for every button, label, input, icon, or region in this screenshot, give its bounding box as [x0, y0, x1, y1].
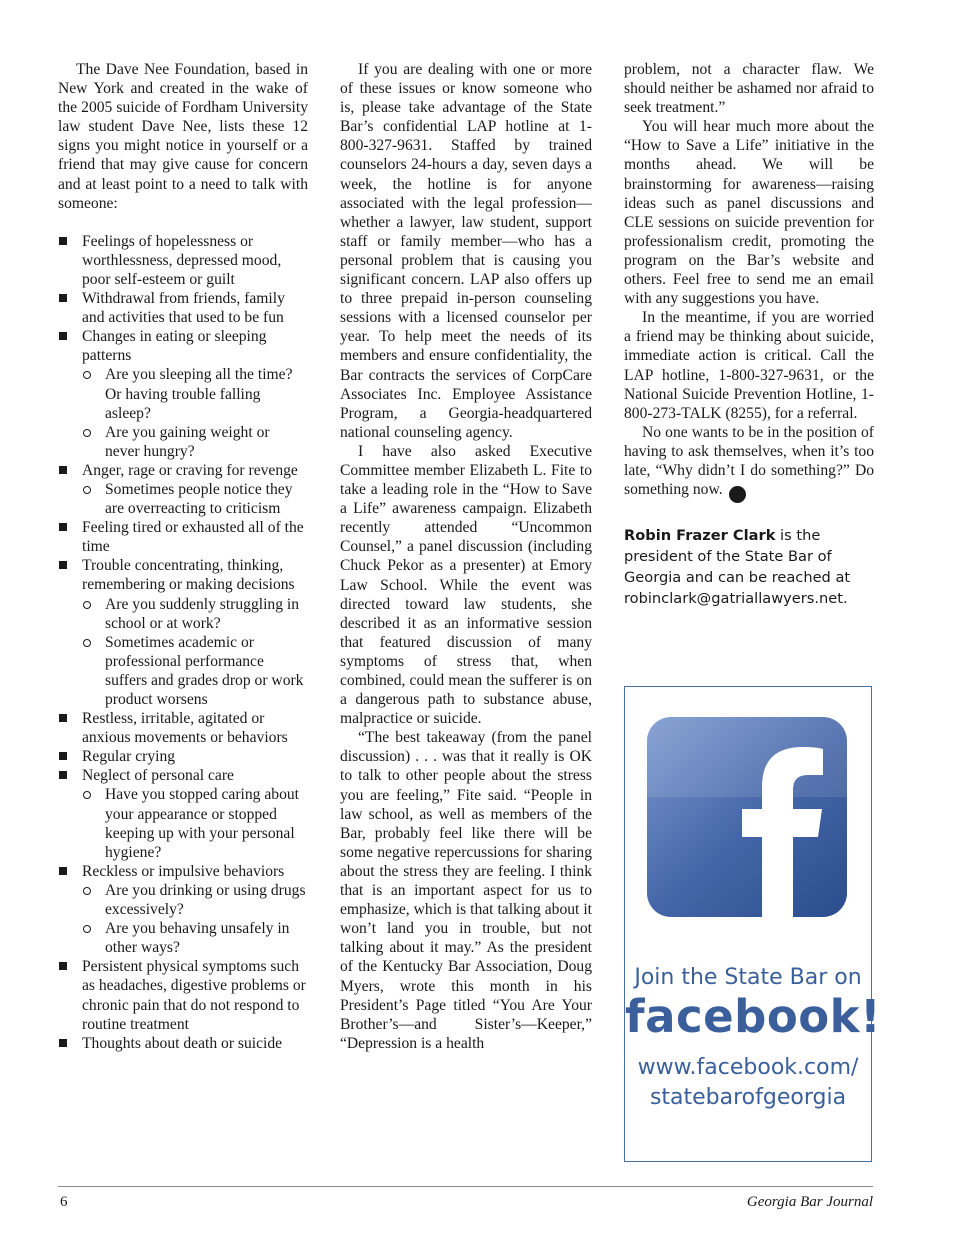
- author-name: Robin Frazer Clark: [624, 527, 776, 545]
- body-paragraph: You will hear much more about the “How to Save a Life” initiative in the months ahead. We will be brainstorming for awareness—raising ideas such as panel discussions and CLE sessions on suicide prevention for professionalism credit, promoting the program on the Bar’s website and others. Feel free to send me an email with any suggestions you have.: [624, 118, 874, 308]
- square-bullet-icon: [59, 561, 67, 569]
- closing-paragraph: [624, 423, 874, 503]
- warning-sign-item: [58, 232, 308, 289]
- warning-sign-text: Reckless or impulsive behaviors: [82, 862, 285, 880]
- closing-text: No one wants to be in the position of having to ask themselves, when it’s too late, “Why didn’t I do something?” Do something now.: [624, 423, 874, 499]
- sub-question-text: Are you sleeping all the time? Or having trouble falling asleep?: [105, 366, 293, 422]
- warning-sign-text: Changes in eating or sleeping patterns: [82, 328, 267, 365]
- warning-sign-text: Persistent physical symptoms such as headaches, digestive problems or chronic pain that do not respond to routine treatment: [82, 958, 306, 1033]
- circle-bullet-icon: [83, 486, 91, 494]
- warning-sign-text: Anger, rage or craving for revenge: [82, 461, 298, 479]
- body-paragraph: If you are dealing with one or more of these issues or know someone who is, please take advantage of the State Bar’s confidential LAP hotline at 1-800-327-9631. Staffed by trained counselors 24-hours a day, seven days a week, the hotline is for anyone associated with the legal profession—whether a lawyer, law student, support staff or family member—who has a personal problem that is causing you significant concern. LAP also offers up to three prepaid in-person counseling sessions with a licensed counselor per year. To help meet the needs of its members and ensure confidentiality, the Bar contracts the services of CorpCare Associates Inc. Employee Assistance Program, a Georgia-headquartered national counseling agency.: [340, 61, 592, 441]
- warning-sign-text: Feeling tired or exhausted all of the time: [82, 519, 304, 556]
- sub-question-text: Are you behaving unsafely in other ways?: [105, 920, 290, 957]
- sub-question-list: [82, 785, 308, 861]
- square-bullet-icon: [59, 752, 67, 760]
- warning-sign-text: Neglect of personal care: [82, 767, 234, 785]
- author-bio-text: is the president of the State Bar of Georgia and can be reached at robinclark@gatriallawyers.net.: [624, 527, 851, 608]
- page-number: 6: [60, 1194, 68, 1210]
- sub-question-text: Are you gaining weight or never hungry?: [105, 423, 270, 460]
- sub-question-text: Are you drinking or using drugs excessively?: [105, 881, 306, 919]
- warning-sign-item: [58, 766, 308, 861]
- sub-question-item: [82, 919, 308, 957]
- column-2: [340, 60, 592, 1053]
- warning-sign-item: [58, 747, 308, 766]
- warning-sign-item: [58, 518, 308, 556]
- square-bullet-icon: [59, 867, 67, 875]
- sub-question-list: [82, 365, 308, 460]
- sub-question-item: [82, 595, 308, 633]
- circle-bullet-icon: [83, 639, 91, 647]
- square-bullet-icon: [59, 294, 67, 302]
- warning-sign-item: [58, 1034, 308, 1053]
- sub-question-item: [82, 633, 308, 709]
- warning-sign-item: [58, 862, 308, 957]
- ad-headline: Join the State Bar on: [634, 965, 862, 990]
- square-bullet-icon: [59, 523, 67, 531]
- warning-sign-item: [58, 556, 308, 709]
- facebook-logo-icon: [647, 717, 847, 917]
- warning-sign-item: [58, 709, 308, 747]
- author-bio: [624, 525, 874, 609]
- body-paragraph: In the meantime, if you are worried a friend may be thinking about suicide, immediate action is critical. Call the LAP hotline, 1-800-327-9631, or the National Suicide Prevention Hotline, 1-800-273-TALK (8255), for a referral.: [624, 309, 874, 422]
- warning-sign-text: Regular crying: [82, 748, 176, 766]
- sub-question-item: [82, 423, 308, 461]
- sub-question-list: [82, 881, 308, 957]
- square-bullet-icon: [59, 332, 67, 340]
- facebook-ad[interactable]: [624, 686, 882, 1162]
- column-3: [624, 60, 874, 609]
- body-paragraph: I have also asked Executive Committee member Elizabeth L. Fite to take a leading role in the “How to Save a Life” awareness campaign. Elizabeth recently attended “Uncommon Counsel,” a panel discussion (including Chuck Pekor as a presenter) at Emory Law School. While the event was directed toward law students, she described it as an informative session that featured discussion of many symptoms of stress that, when combined, could mean the sufferer is on a dangerous path to substance abuse, malpractice or suicide.: [340, 442, 592, 728]
- circle-bullet-icon: [83, 601, 91, 609]
- circle-bullet-icon: [83, 371, 91, 379]
- sub-question-text: Sometimes people notice they are overreacting to criticism: [105, 480, 293, 518]
- body-paragraph: “The best takeaway (from the panel discussion) . . . was that it really is OK to talk to other people about the stress you are feeling,” Fite said. “People in law school, as well as members of the Bar, probably feel like there will be some negative repercussions for sharing about the stress they are feeling. I think that is an important aspect for us to emphasize, which is that talking about it won’t land you in trouble, but not talking about it may.” As the president of the Kentucky Bar Association, Doug Myers, wrote this month in his President’s Page titled “You Are Your Brother’s—and Sister’s—Keeper,” “Depression is a health: [340, 729, 592, 1052]
- circle-bullet-icon: [83, 791, 91, 799]
- intro-paragraph: The Dave Nee Foundation, based in New York and created in the wake of the 2005 suicide of Fordham University law student Dave Nee, lists these 12 signs you might notice in yourself or a friend that may give cause for concern and at least point to a need to talk with someone:: [58, 61, 308, 212]
- circle-bullet-icon: [83, 887, 91, 895]
- square-bullet-icon: [59, 771, 67, 779]
- square-bullet-icon: [59, 1039, 67, 1047]
- warning-signs-list: [58, 232, 308, 1053]
- ad-url[interactable]: www.facebook.com/: [637, 1055, 859, 1080]
- warning-sign-text: Thoughts about death or suicide: [82, 1034, 283, 1052]
- square-bullet-icon: [59, 962, 67, 970]
- circle-bullet-icon: [83, 429, 91, 437]
- ad-facebook-wordmark: facebook!: [625, 990, 882, 1043]
- footer-divider: [58, 1186, 873, 1187]
- sub-question-item: [82, 480, 308, 518]
- warning-sign-item: [58, 957, 308, 1033]
- column-1: [58, 60, 308, 1053]
- square-bullet-icon: [59, 714, 67, 722]
- sub-question-item: [82, 881, 308, 919]
- sub-question-item: [82, 365, 308, 422]
- square-bullet-icon: [59, 466, 67, 474]
- circle-bullet-icon: [83, 925, 91, 933]
- warning-sign-text: Trouble concentrating, thinking, remembering or making decisions: [82, 557, 295, 594]
- warning-sign-text: Withdrawal from friends, family and activities that used to be fun: [82, 290, 285, 327]
- warning-sign-item: [58, 327, 308, 461]
- sub-question-item: [82, 785, 308, 861]
- journal-name: Georgia Bar Journal: [746, 1194, 873, 1210]
- sub-question-text: Sometimes academic or professional performance suffers and grades drop or work product worsens: [105, 633, 304, 708]
- warning-sign-item: [58, 461, 308, 518]
- ad-url[interactable]: statebarofgeorgia: [649, 1085, 847, 1110]
- end-mark-icon: GBJ: [729, 486, 746, 503]
- body-paragraph: problem, not a character flaw. We should neither be ashamed nor afraid to seek treatment.”: [624, 61, 874, 117]
- warning-sign-text: Feelings of hopelessness or worthlessness, depressed mood, poor self-esteem or guilt: [82, 232, 282, 288]
- warning-sign-text: Restless, irritable, agitated or anxious movements or behaviors: [82, 710, 288, 747]
- square-bullet-icon: [59, 237, 67, 245]
- sub-question-list: [82, 595, 308, 710]
- warning-sign-item: [58, 289, 308, 327]
- sub-question-text: Are you suddenly struggling in school or at work?: [105, 595, 300, 632]
- sub-question-list: [82, 480, 308, 518]
- sub-question-text: Have you stopped caring about your appearance or stopped keeping up with your personal hygiene?: [105, 786, 300, 861]
